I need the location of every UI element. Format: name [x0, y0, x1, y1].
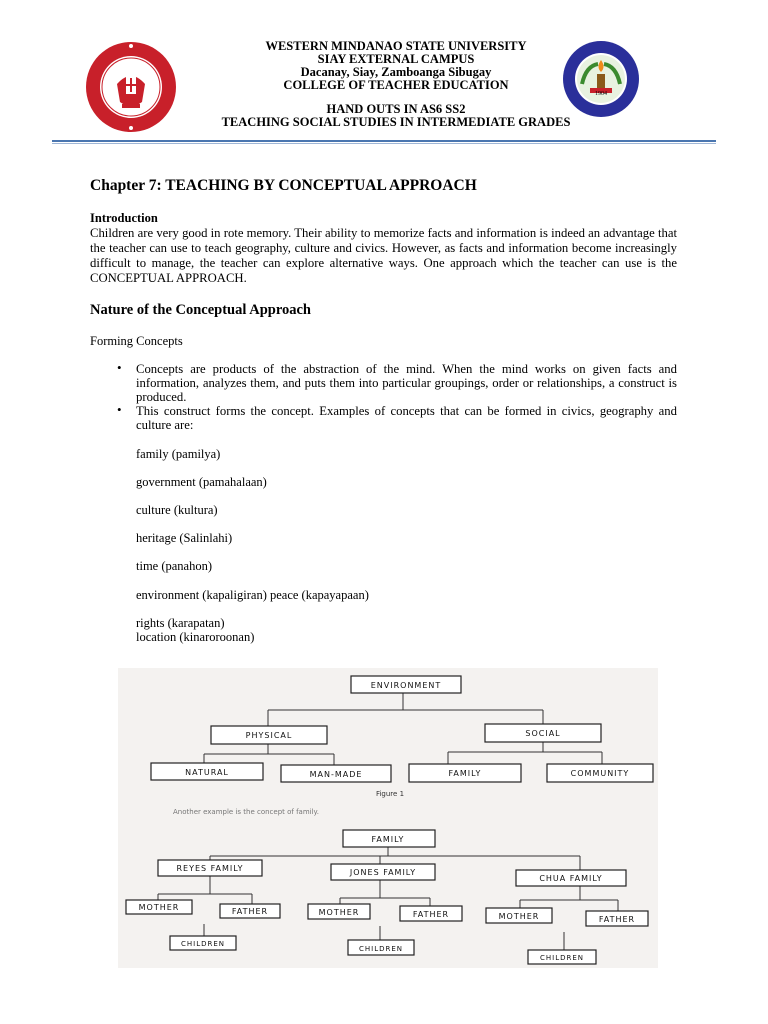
chua-father-label: FATHER	[598, 915, 636, 924]
family-label: FAMILY	[448, 769, 482, 778]
bullet-text: This construct forms the concept. Examples of concepts that can be formed in civics, geography and culture are:	[136, 404, 677, 432]
bullet-icon: •	[117, 402, 122, 417]
reyes-family-label: REYES FAMILY	[176, 864, 244, 873]
concept-item: culture (kultura)	[136, 503, 218, 517]
college-logo-year: 1904	[595, 91, 607, 97]
chua-family-label: CHUA FAMILY	[539, 874, 603, 883]
physical-label: PHYSICAL	[245, 731, 293, 740]
chapter-title: Chapter 7: TEACHING BY CONCEPTUAL APPROACH	[90, 177, 477, 194]
concept-item: location (kinaroroonan)	[136, 630, 255, 644]
reyes-mother-label: MOTHER	[138, 903, 180, 912]
jones-mother-label: MOTHER	[318, 908, 360, 917]
social-label: SOCIAL	[525, 729, 561, 738]
forming-concepts-subheading: Forming Concepts	[90, 334, 183, 348]
campus-address: Dacanay, Siay, Zamboanga Sibugay	[300, 65, 492, 79]
nature-heading: Nature of the Conceptual Approach	[90, 302, 311, 318]
figure-caption: Figure 1	[375, 790, 405, 798]
chua-mother-label: MOTHER	[498, 912, 540, 921]
man-made-label: MAN-MADE	[309, 770, 363, 779]
introduction-text: Children are very good in rote memory. Their ability to memorize facts and information is indeed an advantage that the teacher can use to teach geography, culture and civics. However, as facts and information become increasingly difficult to manage, the teacher can explore alternative ways. One approach which the teacher can use is the CONCEPTUAL APPROACH.	[90, 226, 677, 285]
header-divider	[52, 140, 716, 142]
figure-note: Another example is the concept of family.	[173, 808, 319, 816]
reyes-father-label: FATHER	[231, 907, 269, 916]
concept-bullet-list	[117, 362, 677, 432]
concept-item: family (pamilya)	[136, 447, 221, 461]
university-name: WESTERN MINDANAO STATE UNIVERSITY	[265, 39, 527, 53]
environment-label: ENVIRONMENT	[370, 681, 442, 690]
jones-children-label: CHILDREN	[358, 945, 404, 953]
concept-item: environment (kapaligiran) peace (kapayapaan)	[136, 588, 369, 602]
concept-item: rights (karapatan)	[136, 616, 225, 630]
concept-item: government (pamahalaan)	[136, 475, 267, 489]
college-name: COLLEGE OF TEACHER EDUCATION	[283, 78, 509, 92]
jones-father-label: FATHER	[412, 910, 450, 919]
family-root-label: FAMILY	[371, 835, 405, 844]
bullet-item	[117, 404, 677, 432]
community-label: COMMUNITY	[570, 769, 630, 778]
course-title: TEACHING SOCIAL STUDIES IN INTERMEDIATE GRADES	[221, 115, 571, 129]
concept-item: heritage (Salinlahi)	[136, 531, 233, 545]
bullet-icon: •	[117, 360, 122, 375]
jones-family-label: JONES FAMILY	[349, 868, 417, 877]
bullet-item	[117, 362, 677, 404]
introduction-heading: Introduction	[90, 211, 158, 225]
chua-children-label: CHILDREN	[539, 954, 585, 962]
header-divider-shadow	[52, 143, 716, 144]
concept-item: time (panahon)	[136, 559, 213, 573]
handout-code: HAND OUTS IN AS6 SS2	[326, 102, 466, 116]
reyes-children-label: CHILDREN	[180, 940, 226, 948]
natural-label: NATURAL	[185, 768, 229, 777]
campus-name: SIAY EXTERNAL CAMPUS	[317, 52, 475, 66]
bullet-text: Concepts are products of the abstraction of the mind. When the mind works on given facts and information, analyzes them, and puts them into particular groupings, order or relationships, a construct is produced.	[136, 362, 677, 404]
concept-diagram-figure	[118, 668, 658, 968]
